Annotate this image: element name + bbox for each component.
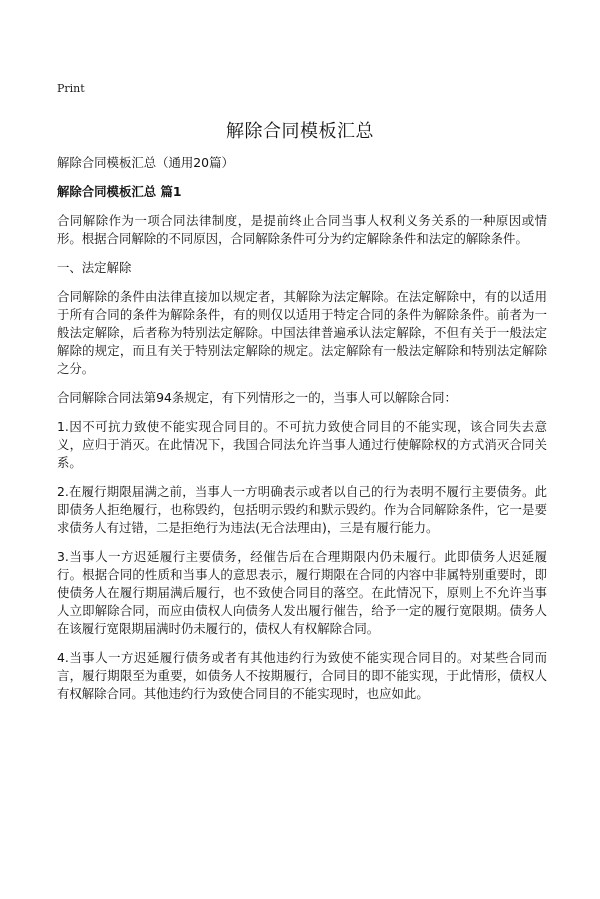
- print-label: Print: [57, 82, 85, 95]
- paragraph-item-3: 3.当事人一方迟延履行主要债务，经催告后在合理期限内仍未履行。此即债务人迟延履行。根据合同的性质和当事人的意思表示，履行期限在合同的内容中非属特别重要时，即使债务人在履行期届满后履行，也不致使合同目的落空。在此情况下，原则上不允许当事人立即解除合同，而应由债权人向债务人发出履行催告，给予一定的履行宽限期。债务人在该履行宽限期届满时仍未履行的，债权人有权解除合同。: [57, 549, 547, 636]
- document-body: [57, 150, 547, 703]
- paragraph-item-4: 4.当事人一方迟延履行债务或者有其他违约行为致使不能实现合同目的。对某些合同而言，履行期限至为重要，如债务人不按期履行，合同目的即不能实现，于此情形，债权人有权解除合同。其他违约行为致使合同目的不能实现时，也应如此。: [57, 650, 547, 701]
- paragraph-article-94: 合同解除合同法第94条规定，有下列情形之一的，当事人可以解除合同：: [57, 390, 457, 405]
- document-title: 解除合同模板汇总: [226, 121, 374, 142]
- paragraph-item-1: 1.因不可抗力致使不能实现合同目的。不可抗力致使合同目的不能实现，该合同失去意义，应归于消灭。在此情况下，我国合同法允许当事人通过行使解除权的方式消灭合同关系。: [57, 419, 547, 470]
- document-subtitle: 解除合同模板汇总（通用20篇）: [57, 155, 234, 170]
- paragraph-statutory-definition: 合同解除的条件由法律直接加以规定者，其解除为法定解除。在法定解除中，有的以适用于所有合同的条件为解除条件，有的则仅以适用于特定合同的条件为解除条件。前者为一般法定解除，后者称为特别法定解除。中国法律普遍承认法定解除，不但有关于一般法定解除的规定，而且有关于特别法定解除的规定。法定解除有一般法定解除和特别法定解除之分。: [57, 289, 547, 376]
- section-heading: 解除合同模板汇总 篇1: [57, 184, 182, 199]
- paragraph-intro: 合同解除作为一项合同法律制度，是提前终止合同当事人权利义务关系的一种原因或情形。根据合同解除的不同原因，合同解除条件可分为约定解除条件和法定的解除条件。: [57, 213, 547, 246]
- paragraph-item-2: 2.在履行期限届满之前，当事人一方明确表示或者以自己的行为表明不履行主要债务。此即债务人拒绝履行，也称毁约，包括明示毁约和默示毁约。作为合同解除条件，它一是要求债务人有过错，二是拒绝行为违法(无合法理由)，三是有履行能力。: [57, 484, 547, 535]
- paragraph-heading-statutory: 一、法定解除: [57, 260, 132, 275]
